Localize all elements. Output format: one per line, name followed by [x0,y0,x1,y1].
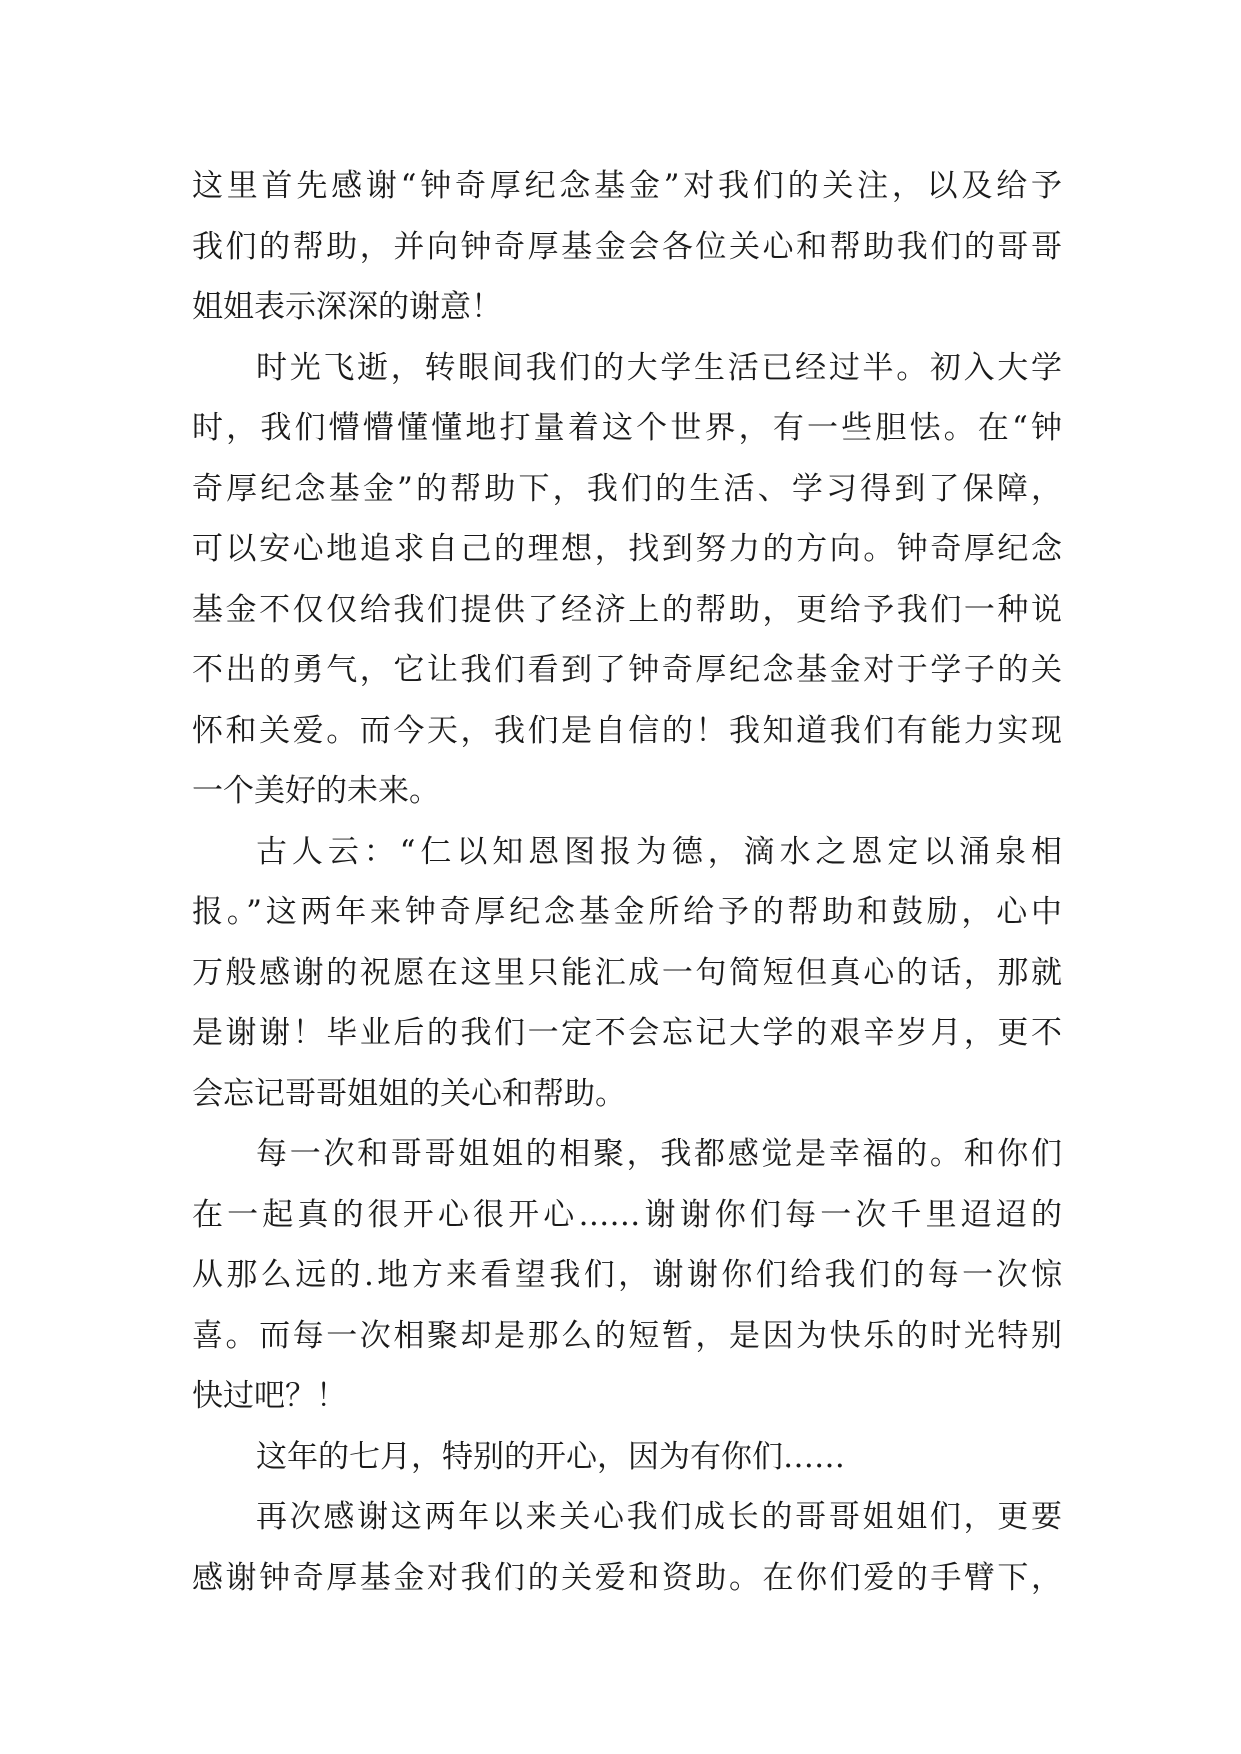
paragraph-4-line-2: 在一起真的很开心很开心……谢谢你们每一次千里迢迢的 [192,1196,1062,1233]
paragraph-2-line-6: 不出的勇气，它让我们看到了钟奇厚纪念基金对于学子的关 [192,652,1062,688]
paragraph-3-line-2: 报。”这两年来钟奇厚纪念基金所给予的帮助和鼓励，心中 [192,894,1062,930]
paragraph-1-line-1: 这里首先感谢“钟奇厚纪念基金”对我们的关注，以及给予 [192,168,1062,204]
paragraph-1-line-3: 姐姐表示深深的谢意！ [192,289,502,325]
document-body [192,156,1062,1608]
paragraph-2-line-7: 怀和关爱。而今天，我们是自信的！我知道我们有能力实现 [192,712,1062,749]
paragraph-6-line-2: 感谢钟奇厚基金对我们的关爱和资助。在你们爱的手臂下， [192,1559,1062,1596]
paragraph-3-line-3: 万般感谢的祝愿在这里只能汇成一句简短但真心的话，那就 [192,954,1062,991]
paragraph-2-line-4: 可以安心地追求自己的理想，找到努力的方向。钟奇厚纪念 [192,531,1062,567]
paragraph-3-line-4: 是谢谢！毕业后的我们一定不会忘记大学的艰辛岁月，更不 [192,1015,1062,1051]
paragraph-2-line-1: 时光飞逝，转眼间我们的大学生活已经过半。初入大学 [256,349,1062,386]
paragraph-4-line-5: 快过吧？！ [192,1378,347,1414]
paragraph-5-line-1: 这年的七月，特别的开心，因为有你们…… [256,1438,845,1475]
paragraph-2-line-2: 时，我们懵懵懂懂地打量着这个世界，有一些胆怯。在“钟 [192,410,1062,446]
paragraph-4-line-1: 每一次和哥哥姐姐的相聚，我都感觉是幸福的。和你们 [256,1136,1062,1172]
paragraph-1-line-2: 我们的帮助，并向钟奇厚基金会各位关心和帮助我们的哥哥 [192,228,1062,265]
paragraph-3-line-5: 会忘记哥哥姐姐的关心和帮助。 [192,1075,626,1112]
paragraph-2-line-3: 奇厚纪念基金”的帮助下，我们的生活、学习得到了保障， [192,470,1062,507]
paragraph-6-line-1: 再次感谢这两年以来关心我们成长的哥哥姐姐们，更要 [256,1499,1062,1535]
paragraph-2-line-5: 基金不仅仅给我们提供了经济上的帮助，更给予我们一种说 [192,591,1062,628]
paragraph-4-line-4: 喜。而每一次相聚却是那么的短暂，是因为快乐的时光特别 [192,1317,1062,1354]
paragraph-3-line-1: 古人云：“仁以知恩图报为德，滴水之恩定以涌泉相 [256,833,1062,870]
paragraph-4-line-3: 从那么远的.地方来看望我们，谢谢你们给我们的每一次惊 [192,1257,1062,1293]
paragraph-2-line-8: 一个美好的未来。 [192,773,440,809]
